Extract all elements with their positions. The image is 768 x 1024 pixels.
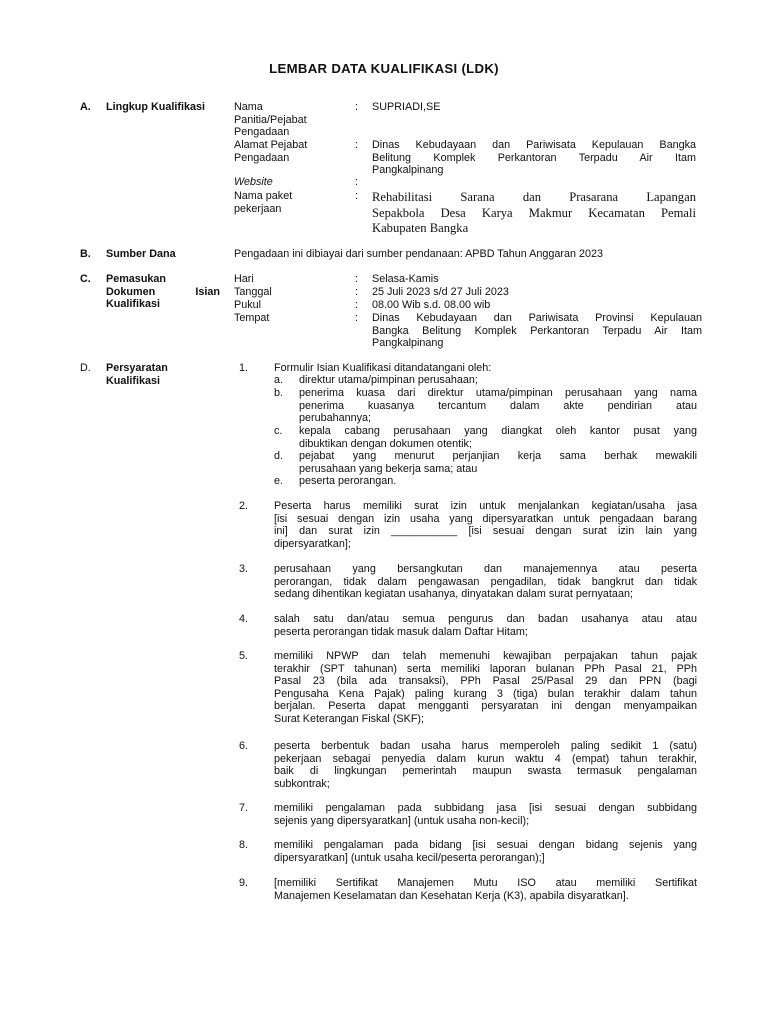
item-number: 7. [239,802,249,814]
page-title: LEMBAR DATA KUALIFIKASI (LDK) [269,61,499,76]
text-line: perusahaan yang bersangkutan dan manajemennya atau peserta [274,563,697,575]
sub-item-d [299,450,697,475]
text-line: perorangan, tidak dalam pengawasan pengadilan, tidak bangkrut dan tidak [274,575,697,588]
a-row2-value [372,139,696,177]
colon: : [355,101,358,113]
text-line: [isi sesuai dengan izin usaha yang dipersyaratkan untuk pengadaan barang [274,512,697,525]
text-line: penerima kuasanya tercantum dalam akte pendirian atau [299,399,697,412]
heading-line: Persyaratan [106,362,168,374]
text-line: dibuktikan dengan dokumen otentik; [299,437,472,450]
text-line: Pasal 23 (bila ada transaksi), PPh Pasal 25/Pasal 29 dan PPN (bagi [274,675,697,688]
label-line: Pengadaan [234,126,290,139]
text-line: perusahaan yang bekerja sama; atau [299,462,478,475]
section-b-letter: B. [80,248,91,260]
c-row3-label: Pukul [234,299,262,311]
section-a-heading: Lingkup Kualifikasi [106,101,205,113]
text-line: memiliki NPWP dan telah memenuhi kewajiban perpajakan tahun pajak [274,650,697,662]
heading-line: Pemasukan [106,273,167,285]
c-row2-label: Tanggal [234,286,272,298]
text-line: subkontrak; [274,777,330,790]
text-line: sedang dihentikan kegiatan usahanya, dinyatakan dalam surat pernyataan; [274,588,633,601]
heading-line: Kualifikasi [106,298,161,311]
text-line: Pengusaha Kena Pajak) paling kurang 3 (tiga) bulan terakhir dalam tahun [274,687,697,700]
sub-letter: c. [274,425,283,437]
text-line: salah satu dan/atau semua pengurus dan badan usahanya atau atau [274,613,697,625]
value-line: Bangka Belitung Komplek Perkantoran Terpadu Air Itam [372,324,702,337]
text-line: Surat Keterangan Fiskal (SKF); [274,712,425,725]
text-line: peserta berbentuk badan usaha harus memperoleh paling sedikit 1 (satu) [274,740,697,752]
a-row3-label: Website [234,176,273,188]
c-row4-value [372,312,702,350]
item-1-text: Formulir Isian Kualifikasi ditandatangani oleh: [274,362,492,374]
label-line: Alamat Pejabat [234,139,308,151]
item-number: 8. [239,839,249,851]
text-line: memiliki pengalaman pada subbidang jasa [isi sesuai dengan subbidang [274,802,697,814]
item-number: 2. [239,500,249,512]
value-line: Belitung Komplek Perkantoran Terpadu Air Itam [372,151,696,164]
section-c-letter: C. [80,273,91,285]
section-b-heading: Sumber Dana [106,248,176,260]
sub-item-a: direktur utama/pimpinan perusahaan; [299,374,478,386]
colon: : [355,299,358,311]
section-d-heading [106,362,168,387]
value-line: Kabupaten Bangka [372,221,469,235]
text-line: memiliki pengalaman pada bidang [isi sesuai dengan bidang sejenis yang [274,839,697,851]
c-row3-value: 08.00 Wib s.d. 08.00 wib [372,299,491,311]
text-line: sejenis yang dipersyaratkan] (untuk usaha non-kecil); [274,814,530,827]
sub-letter: e. [274,475,284,487]
colon: : [355,176,358,188]
text-line: penerima kuasa dari direktur utama/pimpinan perusahaan yang nama [299,387,697,399]
value-line: Dinas Kebudayaan dan Pariwisata Provinsi Kepulauan [372,312,702,324]
item-number: 4. [239,613,249,625]
heading-line: Dokumen Isian [106,285,220,298]
item-number: 1. [239,362,249,374]
value-line: Sepakbola Desa Karya Makmur Kecamatan Pemali [372,205,696,220]
item-3-text [274,563,697,601]
sub-item-b [299,387,697,425]
colon: : [355,286,358,298]
colon: : [355,273,358,285]
text-line: ini] dan surat izin ___________ [isi sesuai dengan surat izin lain yang [274,525,697,538]
text-line: berjalan. Peserta dapat mengganti persyaratan ini dengan menyampaikan [274,700,697,713]
text-line: Peserta harus memiliki surat izin untuk menjalankan kegiatan/usaha jasa [274,500,697,512]
text-line: peserta perorangan tidak masuk dalam Daftar Hitam; [274,625,528,638]
text-line: [memiliki Sertifikat Manajemen Mutu ISO atau memiliki Sertifikat [274,877,697,889]
label-line: Nama [234,101,263,113]
label-line: pekerjaan [234,202,282,215]
item-6-text [274,740,697,790]
text-line: dipersyaratkan] (untuk usaha kecil/peserta perorangan);] [274,851,545,864]
value-line: Rehabilitasi Sarana dan Prasarana Lapangan [372,190,696,204]
sub-item-e: peserta perorangan. [299,475,397,487]
section-d-letter: D. [80,362,91,374]
text-line: pejabat yang menurut perjanjian kerja sama berhak mewakili [299,450,697,462]
label-line: Panitia/Pejabat [234,113,307,126]
label-line: Pengadaan [234,151,290,164]
item-5-text [274,650,697,726]
colon: : [355,139,358,151]
value-line: Pangkalpinang [372,337,444,350]
section-c-heading [106,273,220,311]
section-a-letter: A. [80,101,91,113]
text-line: terakhir (SPT tahunan) serta memiliki laporan bulanan PPh Pasal 21, PPh [274,662,697,675]
a-row1-label [234,101,354,139]
a-row4-label [234,190,354,215]
item-4-text [274,613,697,638]
colon: : [355,312,358,324]
c-row4-label: Tempat [234,312,270,324]
item-number: 3. [239,563,249,575]
c-row2-value: 25 Juli 2023 s/d 27 Juli 2023 [372,286,509,298]
text-line: pekerjaan sebagai penyedia dalam kurun waktu 4 (empat) tahun terakhir, [274,752,697,765]
item-number: 9. [239,877,249,889]
colon: : [355,190,358,202]
a-row4-value [372,190,696,237]
text-line: kepala cabang perusahaan yang diangkat oleh kantor pusat yang [299,425,697,437]
sub-letter: d. [274,450,284,462]
heading-line: Kualifikasi [106,374,161,387]
item-number: 6. [239,740,249,752]
item-number: 5. [239,650,249,662]
c-row1-value: Selasa-Kamis [372,273,439,285]
c-row1-label: Hari [234,273,254,285]
a-row1-value: SUPRIADI,SE [372,101,441,113]
a-row2-label [234,139,354,164]
section-b-text: Pengadaan ini dibiayai dari sumber pendanaan: APBD Tahun Anggaran 2023 [234,248,603,260]
item-9-text [274,877,697,902]
text-line: dipersyaratkan]; [274,537,351,550]
label-line: Nama paket [234,190,293,202]
item-2-text [274,500,697,550]
text-line: baik di lingkungan pemerintah maupun swasta termasuk pengalaman [274,765,697,778]
sub-item-c [299,425,697,450]
item-8-text [274,839,697,864]
text-line: Manajemen Keselamatan dan Kesehatan Kerja (K3), apabila disyaratkan]. [274,889,629,902]
sub-letter: a. [274,374,284,386]
text-line: perubahannya; [299,412,372,425]
item-7-text [274,802,697,827]
value-line: Dinas Kebudayaan dan Pariwisata Kepulauan Bangka [372,139,696,151]
value-line: Pangkalpinang [372,164,444,177]
sub-letter: b. [274,387,284,399]
